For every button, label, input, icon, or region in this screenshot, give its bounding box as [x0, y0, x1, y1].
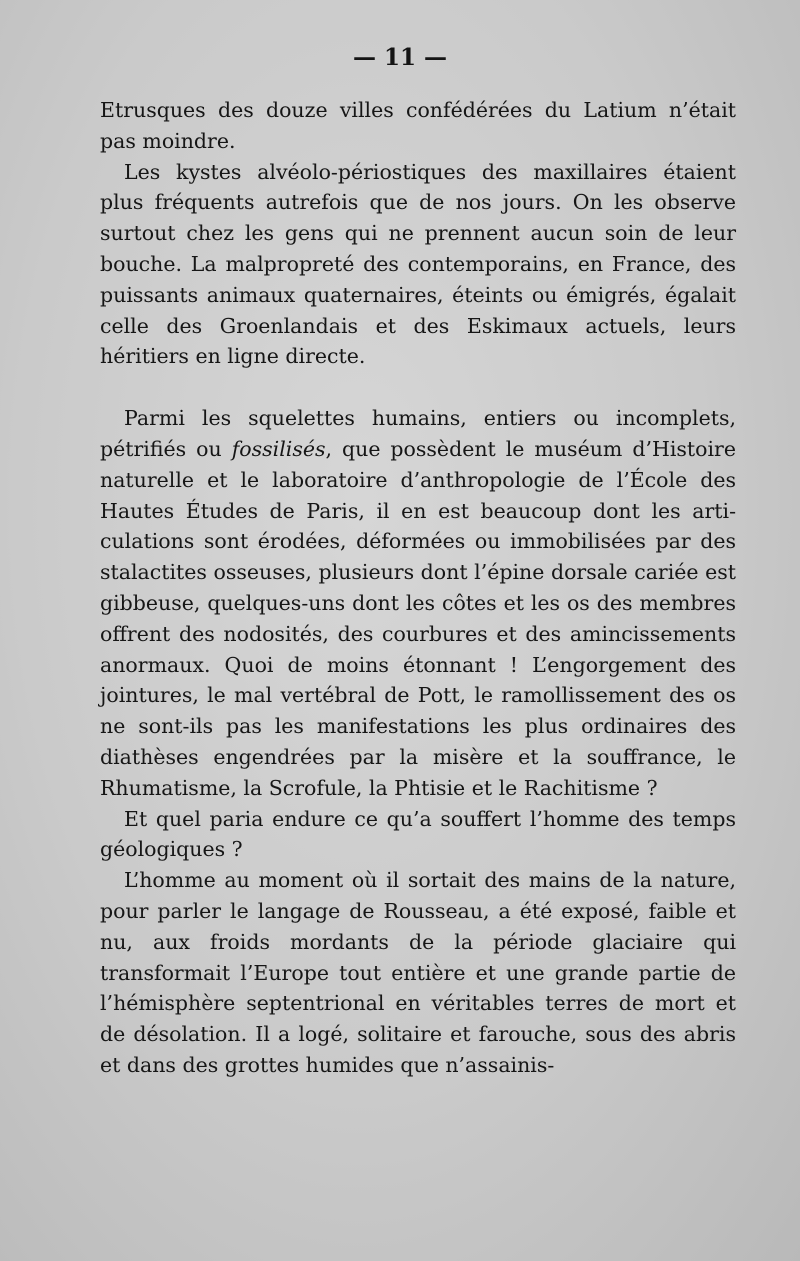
paragraph-squelettes — [100, 403, 736, 803]
paragraph-kystes: Les kystes alvéolo-périostiques des maxillaires étaient plus fréquents autrefois que de nos jours. On les observe surtout chez les gens qui ne prennent aucun soin de leur bouche. La malpropreté des contemporains, en France, des puissants animaux quaternaires, éteints ou émigrés, égalait celle des Groenlandais et des Eskimaux actuels, leurs héritiers en ligne directe. — [100, 159, 736, 369]
italic-term: fossilisés — [231, 436, 326, 461]
paragraph-squelettes-start: Parmi les squelettes humains, entiers ou incomplets, pétrifiés ou — [100, 406, 736, 461]
page-number: — 11 — — [352, 44, 448, 71]
paragraph-continuation: Etrusques des douze villes confédérées du Latium n’était pas moindre. — [100, 98, 736, 153]
paragraph-paria: Et quel paria endure ce qu’a souffert l’homme des temps géologiques ? — [100, 806, 736, 862]
page-body — [100, 95, 736, 1081]
paragraph-homme: L’homme au moment où il sortait des mains de la nature, pour parler le langage de Rousseau, a été exposé, faible et nu, aux froids mordants de la période glaciaire qui transformait l’Europe tout entière et une grande partie de l’hémisphère septentrional en véritables terres de mort et de désolation. Il a logé, solitaire et farouche, sous des abris et dans des grottes humides que n’assainis- — [100, 868, 736, 1077]
paragraph-squelettes-rest: , que possèdent le muséum d’Histoire naturelle et le laboratoire d’anthropologie de l’École des Hautes Études de Paris, il en est beaucoup dont les articulations sont érodées, déformées ou immobilisées par des stalactites osseuses, plusieurs dont l’épine dorsale cariée est gibbeuse, quelques-uns dont les côtes et les os des membres offrent des nodosités, des courbures et des amincissements anormaux. Quoi de moins étonnant ! L’engorgement des jointures, le mal vertébral de Pott, le ramollissement des os ne sont-ils pas les manifestations les plus ordinaires des diathèses engendrées par la misère et la souffrance, le Rhumatisme, la Scrofule, la Phtisie et le Rachitisme ? — [100, 436, 736, 800]
